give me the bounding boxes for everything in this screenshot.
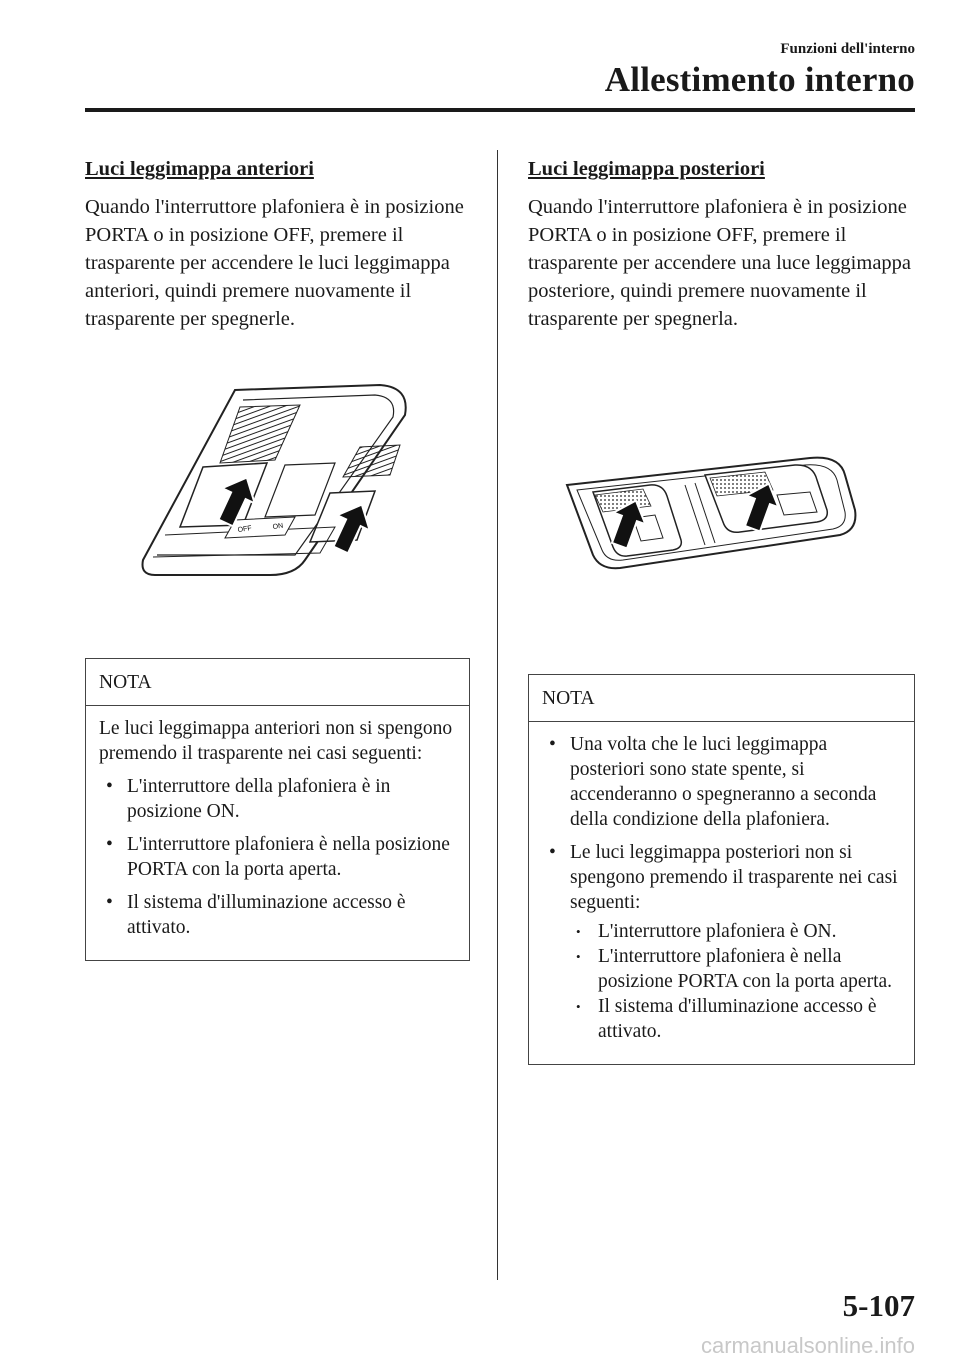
front-lights-body: Quando l'interruttore plafoniera è in posizione PORTA o in posizione OFF, premere il trasparente per accendere le luci leggimappa anteriori, quindi premere nuovamente il trasparente per spegnerle. bbox=[85, 196, 464, 330]
rear-lights-note bbox=[528, 674, 915, 1065]
left-column bbox=[85, 155, 470, 333]
section-subtitle: Funzioni dell'interno bbox=[780, 41, 915, 57]
note-intro: Le luci leggimappa anteriori non si spengono premendo il trasparente nei casi seguenti: bbox=[99, 718, 453, 764]
front-lights-note bbox=[85, 658, 470, 961]
right-column bbox=[528, 155, 913, 333]
note-body bbox=[529, 722, 914, 1064]
note-heading: NOTA bbox=[529, 675, 914, 722]
header-rule bbox=[85, 108, 915, 112]
column-divider bbox=[497, 150, 498, 1280]
note-subitem: • L'interruttore plafoniera è ON. bbox=[576, 921, 837, 942]
note-item: • L'interruttore della plafoniera è in posizione ON. bbox=[106, 776, 391, 822]
note-item: • L'interruttore plafoniera è nella posizione PORTA con la porta aperta. bbox=[106, 834, 450, 880]
note-list bbox=[542, 732, 901, 1044]
note-item: • Il sistema d'illuminazione accesso è attivato. bbox=[106, 892, 406, 938]
note-item: • Una volta che le luci leggimappa posteriori sono state spente, si accenderanno o spegneranno a seconda della condizione della plafoniera. bbox=[549, 734, 877, 830]
rear-lights-heading: Luci leggimappa posteriori bbox=[528, 158, 765, 180]
page-title: Allestimento interno bbox=[604, 60, 915, 99]
on-label: ON bbox=[272, 522, 284, 531]
note-subitem: • Il sistema d'illuminazione accesso è attivato. bbox=[576, 996, 877, 1042]
rear-lights-body: Quando l'interruttore plafoniera è in posizione PORTA o in posizione OFF, premere il trasparente per accendere una luce leggimappa posteriore, quindi premere nuovamente il trasparente per spegnerla. bbox=[528, 196, 912, 330]
note-subitem: • L'interruttore plafoniera è nella posizione PORTA con la porta aperta. bbox=[576, 946, 893, 992]
page-number: 5-107 bbox=[842, 1288, 915, 1323]
note-heading: NOTA bbox=[86, 659, 469, 706]
rear-map-lights-illustration bbox=[555, 450, 880, 580]
note-list bbox=[99, 774, 456, 940]
off-label: OFF bbox=[237, 525, 253, 534]
note-sublist bbox=[570, 919, 901, 1044]
note-body bbox=[86, 706, 469, 960]
front-map-lights-illustration bbox=[135, 375, 425, 605]
front-lights-heading: Luci leggimappa anteriori bbox=[85, 158, 314, 180]
watermark: carmanualsonline.info bbox=[700, 1333, 915, 1358]
note-item: • Le luci leggimappa posteriori non si spengono premendo il trasparente nei casi seguenti: • L'interruttore plafoniera è ON. • L'interruttore plafoniera è nella posizione PORTA con la porta aperta. • Il sistema d'illuminazione accesso è attivato. bbox=[542, 840, 901, 1044]
